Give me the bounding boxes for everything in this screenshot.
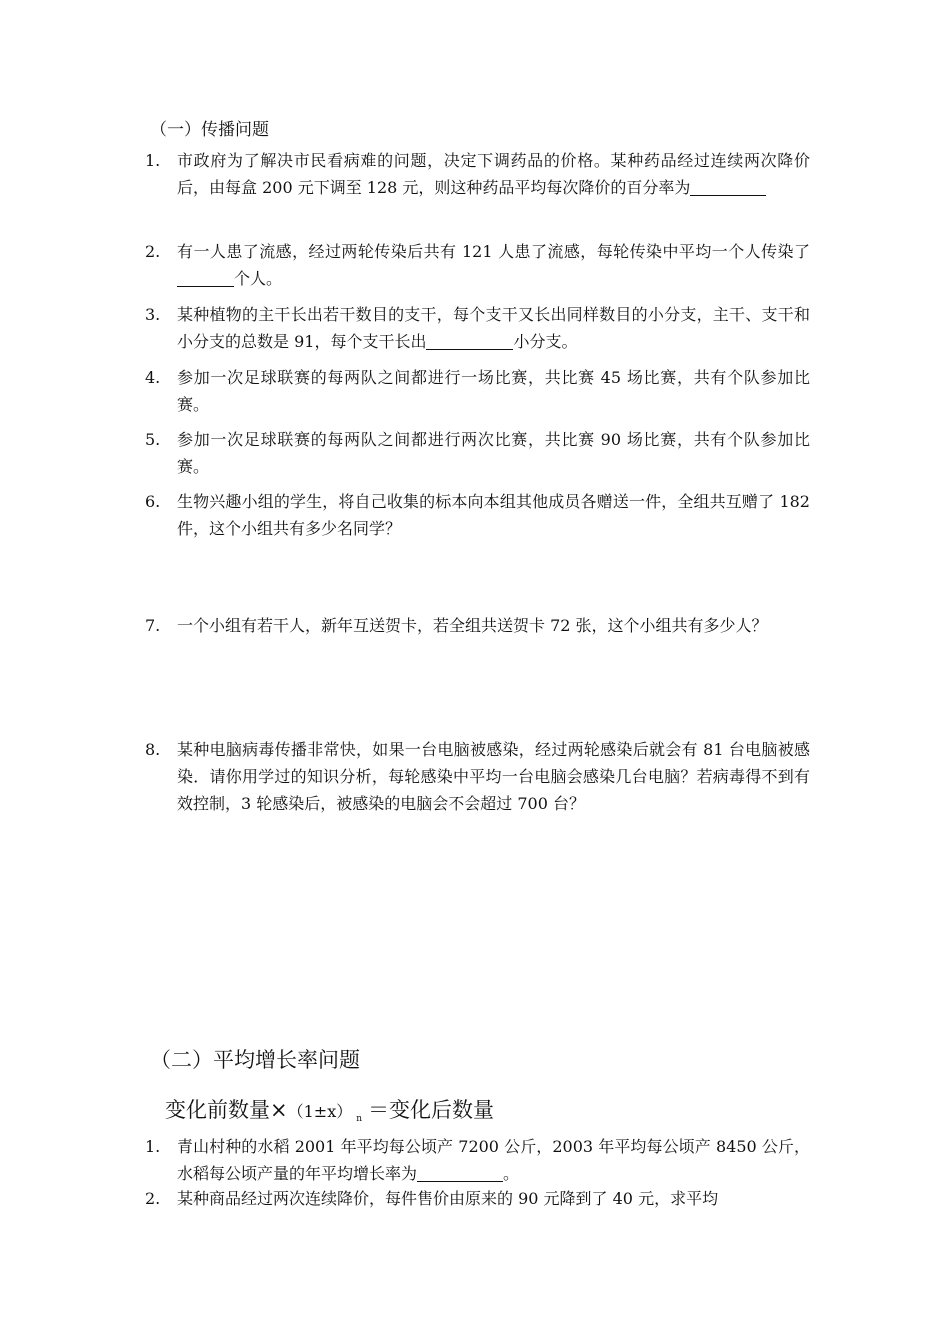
question-text-tail: 个人。: [234, 269, 283, 288]
question-number: 2.: [145, 1189, 161, 1208]
question-4: [145, 364, 810, 418]
question-text: 生物兴趣小组的学生，将自己收集的标本向本组其他成员各赠送一件，全组共互赠了 182 件，这个小组共有多少名同学？: [177, 492, 810, 538]
question-number: 2.: [145, 242, 161, 261]
question-text: 参加一次足球联赛的每两队之间都进行两次比赛，共比赛 90 场比赛，共有个队参加比赛。: [177, 430, 810, 476]
question-text: 某种植物的主干长出若干数目的支干，每个支干又长出同样数目的小分支，主干、支干和小分支的总数是 91，每个支干长出: [177, 305, 810, 351]
growth-question-1: [145, 1133, 810, 1187]
question-number: 3.: [145, 305, 161, 324]
question-number: 1.: [145, 151, 161, 170]
answer-blank[interactable]: [426, 331, 513, 350]
formula-left: 变化前数量×: [165, 1098, 288, 1122]
question-number: 5.: [145, 430, 161, 449]
question-5: [145, 426, 810, 480]
question-text: 有一人患了流感，经过两轮传染后共有 121 人患了流感，每轮传染中平均一个人传染了: [177, 242, 810, 261]
question-text: 市政府为了解决市民看病难的问题，决定下调药品的价格。某种药品经过连续两次降价后，由每盒 200 元下调至 128 元，则这种药品平均每次降价的百分率为: [177, 151, 810, 197]
question-text: 青山村种的水稻 2001 年平均每公顷产 7200 公斤，2003 年平均每公顷产 8450 公斤，水稻每公顷产量的年平均增长率为: [177, 1137, 810, 1183]
question-text-tail: 。: [503, 1164, 520, 1183]
formula-right: ＝变化后数量: [368, 1098, 495, 1122]
question-7: [145, 612, 810, 639]
answer-blank[interactable]: [690, 177, 766, 196]
question-3: [145, 301, 810, 355]
question-2: [145, 238, 810, 292]
question-text: 一个小组有若干人，新年互送贺卡，若全组共送贺卡 72 张，这个小组共有多少人？: [177, 616, 768, 635]
question-number: 4.: [145, 368, 161, 387]
question-1: [145, 147, 810, 201]
formula-middle: （1±x）: [287, 1102, 353, 1121]
question-text: 参加一次足球联赛的每两队之间都进行一场比赛，共比赛 45 场比赛，共有个队参加比赛。: [177, 368, 810, 414]
question-text: 某种电脑病毒传播非常快，如果一台电脑被感染，经过两轮感染后就会有 81 台电脑被感染．请你用学过的知识分析，每轮感染中平均一台电脑会感染几台电脑？若病毒得不到有效控制，3 轮感染后，被感染的电脑会不会超过 700 台？: [177, 740, 810, 813]
section-title-spread: （一）传播问题: [150, 120, 269, 140]
question-number: 1.: [145, 1137, 161, 1156]
answer-blank[interactable]: [177, 268, 234, 287]
question-6: [145, 488, 810, 542]
formula-exponent: n: [356, 1114, 363, 1124]
growth-formula: [165, 1094, 494, 1124]
section-title-growth: （二）平均增长率问题: [150, 1048, 360, 1072]
question-number: 6.: [145, 492, 161, 511]
question-number: 7.: [145, 616, 161, 635]
question-text: 某种商品经过两次连续降价，每件售价由原来的 90 元降到了 40 元，求平均: [177, 1189, 719, 1208]
answer-blank[interactable]: [417, 1163, 503, 1182]
question-text-tail: 小分支。: [513, 332, 578, 351]
question-number: 8.: [145, 740, 161, 759]
growth-question-2: [145, 1185, 810, 1212]
question-8: [145, 736, 810, 817]
